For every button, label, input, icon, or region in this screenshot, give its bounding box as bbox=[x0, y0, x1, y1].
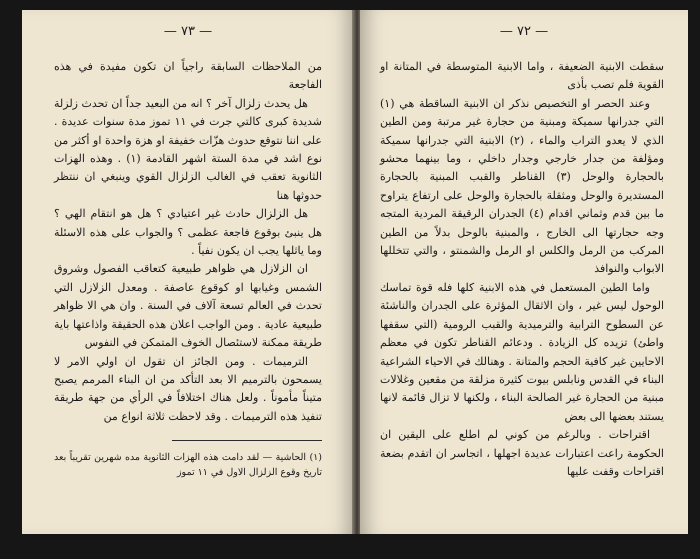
footnote-divider bbox=[172, 440, 322, 441]
footnote: (١) الحاشية — لقد دامت هذه الهزات الثانوية مده شهرين تقريباً بعد تاريخ وقوع الزلزال الاول في ١١ تموز bbox=[54, 452, 322, 478]
right-page bbox=[360, 10, 688, 534]
paragraph: وعند الحصر او التخصيص نذكر ان الابنية الساقطة هي (١) التي جدرانها سميكة ومبنية من حجارة غير مرتبة ومن الطين الذي لا يعدو التراب والماء ، (٢) الابنية التي جدرانها سميكة ومؤلفة من جدار خارجي وجدار داخلي ، وما بينهما محشو بالحجارة والوحل (٣) القناطر والقبب المبنية بالحجارة المستديرة والوحل ومثقلة بالحجارة والوحل على ارتفاع يتراوح ما بين قدم وثماني اقدام (٤) الجدران الرقيقة المردية المتجه وجه حجارتها الى الخارج ، والمبنية بالوحل بدلاً من الطين المركب من الرمل والكلس او الرمل والشمنتو ، والتي تتخللها الابواب والنوافذ bbox=[380, 96, 664, 276]
page-body bbox=[54, 58, 322, 426]
paragraph: ان الزلازل هي ظواهر طبيعية كتعاقب الفصول وشروق الشمس وغيابها او كوقوع عاصفة . ومعدل الزلازل التي تحدث في العالم تسعة آلاف في السنة . وان هي الا ظواهر طبيعية عادية . ومن الواجب اعلان هذه الحقيقة واذاعتها باية طريقة ممكنة لاستئصال الخوف المتمكن في النفوس bbox=[54, 262, 322, 350]
paragraph: الترميمات . ومن الجائز ان تقول ان اولي الامر لا يسمحون بالترميم الا بعد التأكد من ان البناء المرمم يصبح متيناً مأموناً . ولعل هناك اختلافاً في الرأي من جهة طريقة تنفيذ هذه الترميمات . وقد لاحظت ثلاثة انواع من bbox=[54, 354, 322, 423]
paragraph: سقطت الابنية الضعيفة ، واما الابنية المتوسطة في المتانة او القوية فلم تصب بأذى bbox=[380, 60, 664, 92]
paragraph: واما الطين المستعمل في هذه الابنية كلها فله قوة تماسك الوحول ليس غير ، وان الاثقال المؤثرة على الجدران والناشئة عن السطوح الترابية والترميدية والقبب الرومية (التي سقفها واطئ) تزيده كل الزيادة . ودعائم القناطر تكون في معظم الاحايين غير كافية الحجم والمتانة . وهنالك في الاحياء الشراعية البناء في القدس ونابلس بيوت كثيرة مزلقة من مقعين وغلالات مبنية من الحجارة غير الصالحة البناء ، ولكنها لا تزال قائمة لانها يستند بعضها الى بعض bbox=[380, 280, 664, 423]
page-number: — ٧٣ — bbox=[163, 24, 213, 39]
paragraph: هل الزلزال حادث غير اعتيادي ؟ هل هو انتقام الهي ؟ هل ينبئ بوقوع فاجعة عظمى ؟ والجواب على هذه الاسئلة وما ياثلها يجب ان يكون نفياً . bbox=[54, 207, 322, 258]
paragraph: من الملاحظات السابقة راجياً ان تكون مفيدة في هذه الفاجعة bbox=[54, 60, 322, 92]
paragraph: هل يحدث زلزال آخر ؟ انه من البعيد جداً ان تحدث زلزلة شديدة كبرى كالتي جرت في ١١ تموز مدة سنوات عديدة . على اننا نتوقع حدوث هزّات خفيفة او هزة واحدة او أكثر من نوع اشد في مدة الستة اشهر القادمة (١) . وهذه الهزات الثانوية تعقب في الغالب الزلزال القوي وينبغي ان ننتظر حدوثها هنا bbox=[54, 96, 323, 202]
page-number: — ٧٢ — bbox=[499, 24, 549, 39]
paragraph: اقتراحات . وبالرغم من كوني لم اطلع على اليقين ان الحكومة راعت اعتبارات عديدة اجهلها ، اتجاسر ان اتقدم بضعة اقتراحات وقفت عليها bbox=[380, 428, 664, 478]
page-body bbox=[380, 58, 664, 481]
left-page bbox=[22, 10, 354, 534]
